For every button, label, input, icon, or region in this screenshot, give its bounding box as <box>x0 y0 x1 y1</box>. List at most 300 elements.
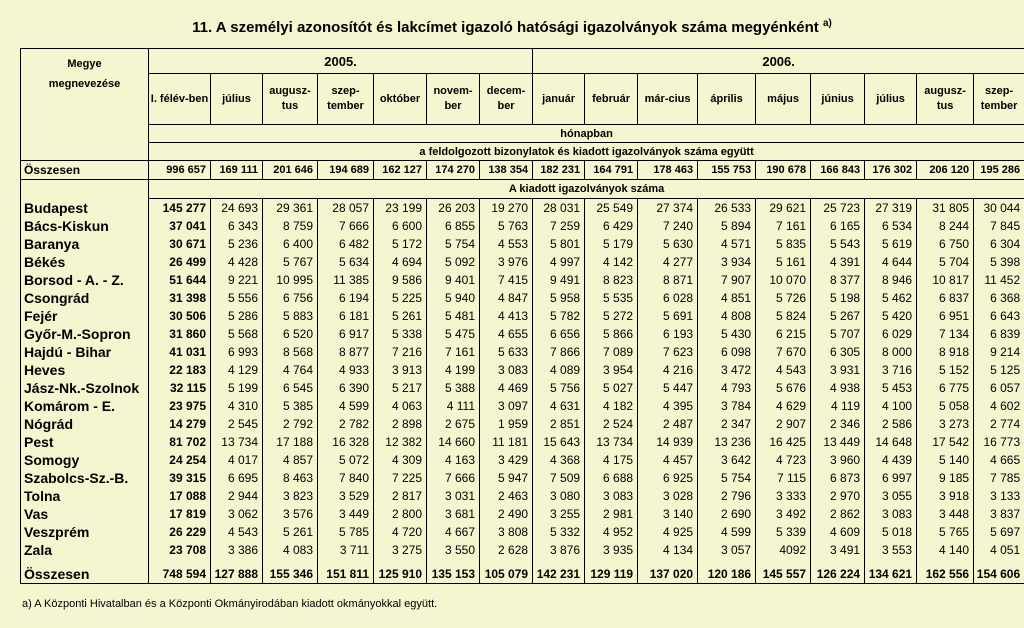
table-cell: 9 491 <box>550 273 581 287</box>
table-cell: 5 763 <box>498 219 529 233</box>
table-cell: 4092 <box>779 543 807 557</box>
table-cell: 5 801 <box>550 237 581 251</box>
table-cell: 5 339 <box>776 525 807 539</box>
table-cell: 6 194 <box>338 291 369 305</box>
table-cell: 5 535 <box>603 291 634 305</box>
table-cell: 4 368 <box>550 453 581 467</box>
table-cell: 5 420 <box>882 309 913 323</box>
sum-row-value-15: 195 286 <box>974 161 1024 180</box>
table-cell: 14 648 <box>875 435 913 449</box>
total-row-label: Összesen <box>24 565 90 582</box>
table-cell: 3 918 <box>939 489 970 503</box>
page-title <box>0 18 1024 36</box>
table-cell: 6 656 <box>550 327 581 341</box>
table-cell: 26 229 <box>169 525 206 539</box>
table-cell: 8 946 <box>882 273 913 287</box>
table-cell: 4 793 <box>721 381 752 395</box>
table-cell: 5 556 <box>227 291 258 305</box>
county-name: Somogy <box>24 451 80 468</box>
sum-row-value-5: 174 270 <box>427 161 480 180</box>
table-cell: 5 754 <box>444 237 475 251</box>
table-cell: 5 217 <box>391 381 422 395</box>
table-cell: 5 633 <box>498 345 529 359</box>
county-name: Budapest <box>24 199 88 216</box>
table-cell: 4 083 <box>282 543 313 557</box>
table-cell: 4 553 <box>498 237 529 251</box>
value-column-12 <box>811 199 865 584</box>
county-name: Pest <box>24 433 54 450</box>
table-cell: 2 490 <box>498 507 529 521</box>
table-cell: 3 960 <box>830 453 861 467</box>
kiadott-label: A kiadott igazolványok száma <box>149 180 1024 199</box>
table-cell: 2 487 <box>663 417 694 431</box>
table-cell: 5 018 <box>882 525 913 539</box>
table-cell: 10 817 <box>932 273 970 287</box>
table-cell: 4 602 <box>990 399 1021 413</box>
table-cell: 5 767 <box>282 255 313 269</box>
month-header-15: szep-tember <box>974 74 1024 125</box>
table-cell: 3 808 <box>498 525 529 539</box>
value-column-13 <box>865 199 917 584</box>
sum-row-value-14: 206 120 <box>917 161 974 180</box>
month-header-11: május <box>756 74 811 125</box>
table-cell: 37 041 <box>169 219 206 233</box>
table-cell: 17 819 <box>169 507 206 521</box>
table-cell: 2 817 <box>391 489 422 503</box>
table-cell: 9 185 <box>939 471 970 485</box>
table-cell: 8 759 <box>282 219 313 233</box>
table-cell: 3 837 <box>990 507 1021 521</box>
table-cell: 8 000 <box>882 345 913 359</box>
sum-row-value-9: 178 463 <box>638 161 698 180</box>
table-cell: 5 058 <box>939 399 970 413</box>
section-blank-cell <box>21 180 149 199</box>
table-cell: 4 723 <box>776 453 807 467</box>
table-cell: 3 333 <box>776 489 807 503</box>
table-cell: 27 319 <box>875 201 913 215</box>
table-cell: 3 491 <box>830 543 861 557</box>
table-cell: 4 129 <box>227 363 258 377</box>
sum-row-value-1: 169 111 <box>211 161 263 180</box>
value-column-5 <box>427 199 480 584</box>
table-cell: 6 165 <box>830 219 861 233</box>
month-header-7: január <box>533 74 585 125</box>
table-cell: 4 111 <box>446 399 475 413</box>
table-cell: 4 933 <box>338 363 369 377</box>
table-cell: 4 543 <box>776 363 807 377</box>
table-cell: 10 995 <box>276 273 313 287</box>
table-cell: 6 098 <box>721 345 752 359</box>
table-cell: 29 621 <box>769 201 807 215</box>
table-cell: 4 428 <box>227 255 258 269</box>
county-header-line2: megnevezése <box>48 78 121 90</box>
table-cell: 2 796 <box>721 489 752 503</box>
table-cell: 7 240 <box>663 219 694 233</box>
table-cell: 6 600 <box>391 219 422 233</box>
table-cell: 7 845 <box>990 219 1021 233</box>
table-cell: 27 374 <box>656 201 694 215</box>
table-cell: 5 894 <box>721 219 752 233</box>
table-cell: 7 670 <box>776 345 807 359</box>
table-cell: 3 055 <box>882 489 913 503</box>
table-cell: 5 568 <box>227 327 258 341</box>
table-cell: 13 734 <box>596 435 634 449</box>
table-cell: 7 785 <box>990 471 1021 485</box>
table-cell: 6 368 <box>990 291 1021 305</box>
table-cell: 4 925 <box>663 525 694 539</box>
table-cell: 6 534 <box>882 219 913 233</box>
county-name: Heves <box>24 361 66 378</box>
table-cell: 2 675 <box>444 417 475 431</box>
table-cell: 4 857 <box>282 453 313 467</box>
table-cell: 5 152 <box>939 363 970 377</box>
table-cell: 11 452 <box>984 273 1021 287</box>
table-cell: 5 634 <box>338 255 369 269</box>
sum-row-value-12: 166 843 <box>811 161 865 180</box>
table-cell: 4 134 <box>663 543 694 557</box>
table-cell: 3 140 <box>663 507 694 521</box>
total-row-value-12: 126 224 <box>816 567 861 581</box>
table-cell: 16 425 <box>769 435 807 449</box>
table-cell: 4 543 <box>227 525 258 539</box>
value-column-0 <box>149 199 211 584</box>
table-cell: 3 876 <box>550 543 581 557</box>
value-column-9 <box>638 199 698 584</box>
table-cell: 5 676 <box>776 381 807 395</box>
table-cell: 4 599 <box>338 399 369 413</box>
table-cell: 5 272 <box>603 309 634 323</box>
table-cell: 19 270 <box>491 201 529 215</box>
table-cell: 6 951 <box>939 309 970 323</box>
table-cell: 6 181 <box>338 309 369 323</box>
month-header-2: augusz-tus <box>263 74 318 125</box>
table-cell: 5 947 <box>498 471 529 485</box>
table-cell: 5 199 <box>227 381 258 395</box>
table-cell: 2 690 <box>721 507 752 521</box>
table-cell: 7 840 <box>338 471 369 485</box>
table-cell: 4 163 <box>444 453 475 467</box>
table-cell: 7 134 <box>939 327 970 341</box>
table-cell: 8 463 <box>282 471 313 485</box>
table-cell: 11 181 <box>492 435 529 449</box>
table-cell: 5 430 <box>721 327 752 341</box>
table-cell: 41 031 <box>169 345 206 359</box>
table-cell: 5 756 <box>550 381 581 395</box>
table-cell: 7 666 <box>338 219 369 233</box>
table-cell: 6 775 <box>939 381 970 395</box>
sum-row-value-13: 176 302 <box>865 161 917 180</box>
table-cell: 3 083 <box>882 507 913 521</box>
table-cell: 23 199 <box>385 201 422 215</box>
table-cell: 3 255 <box>550 507 581 521</box>
table-cell: 4 413 <box>498 309 529 323</box>
table-cell: 8 244 <box>939 219 970 233</box>
table-cell: 16 328 <box>332 435 369 449</box>
value-column-14 <box>917 199 974 584</box>
table-cell: 17 542 <box>932 435 970 449</box>
county-name: Vas <box>24 505 49 522</box>
table-cell: 6 305 <box>830 345 861 359</box>
county-name: Győr-M.-Sopron <box>24 325 131 342</box>
table-cell: 3 080 <box>550 489 581 503</box>
table-cell: 5 332 <box>550 525 581 539</box>
county-name: Szabolcs-Sz.-B. <box>24 469 129 486</box>
table-cell: 5 092 <box>444 255 475 269</box>
table-cell: 4 997 <box>550 255 581 269</box>
month-header-10: április <box>698 74 756 125</box>
table-cell: 4 017 <box>227 453 258 467</box>
table-cell: 3 550 <box>444 543 475 557</box>
month-header-8: február <box>585 74 638 125</box>
table-cell: 3 913 <box>391 363 422 377</box>
table-cell: 3 449 <box>338 507 369 521</box>
table-cell: 3 716 <box>882 363 913 377</box>
total-row-value-3: 151 811 <box>326 567 369 581</box>
table-cell: 4 952 <box>603 525 634 539</box>
table-cell: 3 931 <box>830 363 861 377</box>
total-row-value-6: 105 079 <box>484 567 529 581</box>
table-cell: 5 125 <box>990 363 1021 377</box>
table-cell: 14 279 <box>169 417 206 431</box>
table-cell: 6 750 <box>939 237 970 251</box>
table-cell: 5 027 <box>603 381 634 395</box>
title-footnote-marker: a) <box>822 18 832 29</box>
value-column-10 <box>698 199 756 584</box>
table-cell: 7 509 <box>550 471 581 485</box>
table-cell: 2 862 <box>830 507 861 521</box>
table-cell: 10 070 <box>769 273 807 287</box>
table-cell: 4 938 <box>830 381 861 395</box>
table-cell: 7 623 <box>663 345 694 359</box>
table-cell: 5 754 <box>721 471 752 485</box>
table-cell: 7 161 <box>776 219 807 233</box>
table-cell: 7 866 <box>550 345 581 359</box>
county-name-column <box>21 199 149 584</box>
county-name: Baranya <box>24 235 80 252</box>
table-cell: 5 447 <box>663 381 694 395</box>
table-cell: 3 028 <box>663 489 694 503</box>
table-cell: 11 385 <box>333 273 369 287</box>
table-cell: 4 175 <box>603 453 634 467</box>
county-name: Borsod - A. - Z. <box>24 271 124 288</box>
table-cell: 2 347 <box>721 417 752 431</box>
table-cell: 4 720 <box>391 525 422 539</box>
month-header-0: I. félév-ben <box>149 74 211 125</box>
county-name: Komárom - E. <box>24 397 116 414</box>
table-cell: 26 203 <box>438 201 475 215</box>
table-cell: 2 524 <box>603 417 634 431</box>
table-cell: 6 839 <box>990 327 1021 341</box>
table-cell: 3 386 <box>227 543 258 557</box>
county-name: Veszprém <box>24 523 90 540</box>
table-cell: 2 463 <box>498 489 529 503</box>
table-cell: 4 140 <box>939 543 970 557</box>
table-cell: 5 261 <box>391 309 422 323</box>
county-name: Békés <box>24 253 66 270</box>
table-cell: 7 259 <box>550 219 581 233</box>
value-column-4 <box>374 199 427 584</box>
total-row-value-4: 125 910 <box>378 567 422 581</box>
table-cell: 4 439 <box>882 453 913 467</box>
title-text: 11. A személyi azonosítót és lakcímet igazoló hatósági igazolványok száma megyénként <box>192 19 819 36</box>
table-cell: 6 390 <box>338 381 369 395</box>
table-cell: 6 429 <box>603 219 634 233</box>
total-row-value-0: 748 594 <box>162 567 206 581</box>
total-row-value-7: 142 231 <box>536 567 581 581</box>
table-cell: 5 179 <box>603 237 634 251</box>
county-name: Jász-Nk.-Szolnok <box>24 379 140 396</box>
table-cell: 4 469 <box>498 381 529 395</box>
table-cell: 7 907 <box>721 273 752 287</box>
table-cell: 5 481 <box>444 309 475 323</box>
table-cell: 3 935 <box>603 543 634 557</box>
table-cell: 14 939 <box>656 435 694 449</box>
table-cell: 6 643 <box>990 309 1021 323</box>
table-cell: 24 693 <box>221 201 258 215</box>
sum-row-value-0: 996 657 <box>149 161 211 180</box>
table-cell: 6 304 <box>990 237 1021 251</box>
month-header-1: július <box>211 74 263 125</box>
table-cell: 5 543 <box>830 237 861 251</box>
table-cell: 5 198 <box>830 291 861 305</box>
table-cell: 4 119 <box>830 399 861 413</box>
month-header-9: már-cius <box>638 74 698 125</box>
table-cell: 31 398 <box>169 291 206 305</box>
table-cell: 9 401 <box>444 273 475 287</box>
table-cell: 6 688 <box>603 471 634 485</box>
table-cell: 5 630 <box>663 237 694 251</box>
table-cell: 4 764 <box>282 363 313 377</box>
table-cell: 8 918 <box>939 345 970 359</box>
table-cell: 6 925 <box>663 471 694 485</box>
table-cell: 9 221 <box>227 273 258 287</box>
table-cell: 6 873 <box>830 471 861 485</box>
table-cell: 3 711 <box>339 543 369 557</box>
table-cell: 2 907 <box>776 417 807 431</box>
table-cell: 29 361 <box>276 201 313 215</box>
sum-row-value-11: 190 678 <box>756 161 811 180</box>
table-cell: 8 377 <box>830 273 861 287</box>
county-header <box>21 49 149 161</box>
value-column-7 <box>533 199 585 584</box>
sum-row-value-2: 201 646 <box>263 161 318 180</box>
table-cell: 6 029 <box>882 327 913 341</box>
value-column-1 <box>211 199 263 584</box>
table-cell: 3 083 <box>603 489 634 503</box>
table-cell: 4 395 <box>663 399 694 413</box>
table-cell: 3 097 <box>498 399 529 413</box>
table-cell: 51 644 <box>169 273 206 287</box>
sum-row-value-7: 182 231 <box>533 161 585 180</box>
table-cell: 30 044 <box>983 201 1021 215</box>
total-row-value-14: 162 556 <box>925 567 970 581</box>
month-header-13: július <box>865 74 917 125</box>
table-cell: 8 823 <box>603 273 634 287</box>
table-cell: 2 586 <box>882 417 913 431</box>
table-cell: 5 704 <box>939 255 970 269</box>
table-cell: 5 958 <box>550 291 581 305</box>
table-cell: 4 391 <box>830 255 861 269</box>
table-cell: 3 784 <box>721 399 752 413</box>
table-cell: 2 944 <box>227 489 258 503</box>
table-cell: 26 499 <box>169 255 206 269</box>
table-cell: 4 847 <box>498 291 529 305</box>
table-cell: 5 765 <box>939 525 970 539</box>
table-cell: 2 981 <box>603 507 634 521</box>
table-cell: 31 860 <box>169 327 206 341</box>
table-cell: 7 415 <box>498 273 529 287</box>
table-cell: 4 851 <box>721 291 752 305</box>
table-cell: 5 388 <box>444 381 475 395</box>
table-cell: 4 310 <box>227 399 258 413</box>
table-cell: 3 031 <box>444 489 475 503</box>
table-cell: 3 275 <box>391 543 422 557</box>
county-name: Hajdú - Bihar <box>24 343 112 360</box>
table-cell: 30 506 <box>169 309 206 323</box>
table-cell: 6 343 <box>227 219 258 233</box>
table-cell: 25 723 <box>823 201 861 215</box>
table-cell: 2 851 <box>550 417 581 431</box>
sum-row-value-6: 138 354 <box>480 161 533 180</box>
table-cell: 6 193 <box>663 327 694 341</box>
county-name: Csongrád <box>24 289 90 306</box>
year-2006-header: 2006. <box>533 49 1024 74</box>
table-cell: 6 545 <box>282 381 313 395</box>
table-cell: 4 808 <box>721 309 752 323</box>
table-cell: 2 792 <box>282 417 313 431</box>
table-cell: 25 549 <box>596 201 634 215</box>
table-cell: 22 183 <box>169 363 206 377</box>
table-cell: 5 453 <box>882 381 913 395</box>
county-name: Zala <box>24 541 53 558</box>
table-cell: 2 628 <box>498 543 529 557</box>
county-name: Bács-Kiskun <box>24 217 109 234</box>
table-cell: 3 273 <box>939 417 970 431</box>
value-column-6 <box>480 199 533 584</box>
month-header-5: novem-ber <box>427 74 480 125</box>
table-cell: 7 161 <box>444 345 475 359</box>
table-cell: 5 475 <box>444 327 475 341</box>
table-cell: 5 462 <box>882 291 913 305</box>
table-cell: 3 576 <box>282 507 313 521</box>
month-header-3: szep-tember <box>318 74 374 125</box>
table-cell: 5 225 <box>391 291 422 305</box>
county-name: Nógrád <box>24 415 73 432</box>
table-cell: 4 199 <box>444 363 475 377</box>
table-cell: 5 072 <box>338 453 369 467</box>
table-cell: 13 236 <box>714 435 752 449</box>
table-cell: 5 782 <box>550 309 581 323</box>
sum-row-value-3: 194 689 <box>318 161 374 180</box>
table-cell: 23 975 <box>169 399 206 413</box>
table-cell: 7 089 <box>603 345 634 359</box>
table-cell: 5 398 <box>990 255 1021 269</box>
table-cell: 6 695 <box>227 471 258 485</box>
table-cell: 4 609 <box>830 525 861 539</box>
table-cell: 5 161 <box>776 255 807 269</box>
table-cell: 4 100 <box>882 399 913 413</box>
table-cell: 2 346 <box>830 417 861 431</box>
table-cell: 5 286 <box>227 309 258 323</box>
footnote: a) A Központi Hivatalban és a Központi Okmányirodában kiadott okmányokkal együtt. <box>22 598 438 610</box>
table-cell: 5 697 <box>990 525 1021 539</box>
table-cell: 2 545 <box>227 417 258 431</box>
table-cell: 145 277 <box>162 201 206 215</box>
table-cell: 4 655 <box>498 327 529 341</box>
value-column-8 <box>585 199 638 584</box>
table-cell: 7 666 <box>444 471 475 485</box>
table-cell: 6 993 <box>227 345 258 359</box>
